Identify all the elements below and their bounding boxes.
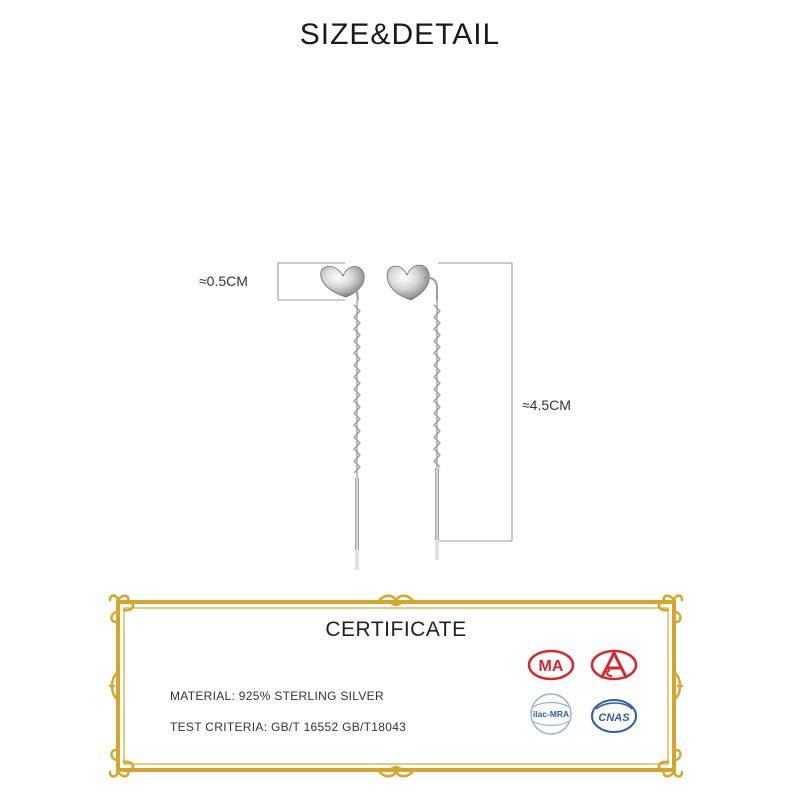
- right-earring: [387, 265, 440, 560]
- page-title: SIZE&DETAIL: [299, 18, 501, 51]
- cnas-logo-text: CNAS: [598, 712, 630, 724]
- material-text: MATERIAL: 925% STERLING SILVER: [170, 689, 384, 703]
- length-bracket: [438, 263, 512, 541]
- cal-logo: [590, 648, 638, 682]
- heart-size-label: ≈0.5CM: [199, 273, 248, 289]
- cma-logo-text: MA: [538, 658, 564, 675]
- right-threader-bar: [435, 468, 439, 540]
- right-heart-icon: [387, 265, 429, 300]
- length-label: ≈4.5CM: [522, 397, 571, 413]
- left-threader-bar: [355, 478, 359, 550]
- left-chain: [354, 300, 360, 478]
- ilac-mra-logo: [527, 693, 575, 739]
- cnas-logo: [590, 697, 638, 735]
- right-chain: [434, 300, 440, 468]
- left-earring: [321, 266, 365, 570]
- test-criteria-text: TEST CRITERIA: GB/T 16552 GB/T18043: [170, 720, 407, 734]
- cma-logo: [527, 648, 575, 682]
- certificate-title: CERTIFICATE: [325, 618, 467, 641]
- ilac-logo-text: ilac-MRA: [532, 709, 570, 719]
